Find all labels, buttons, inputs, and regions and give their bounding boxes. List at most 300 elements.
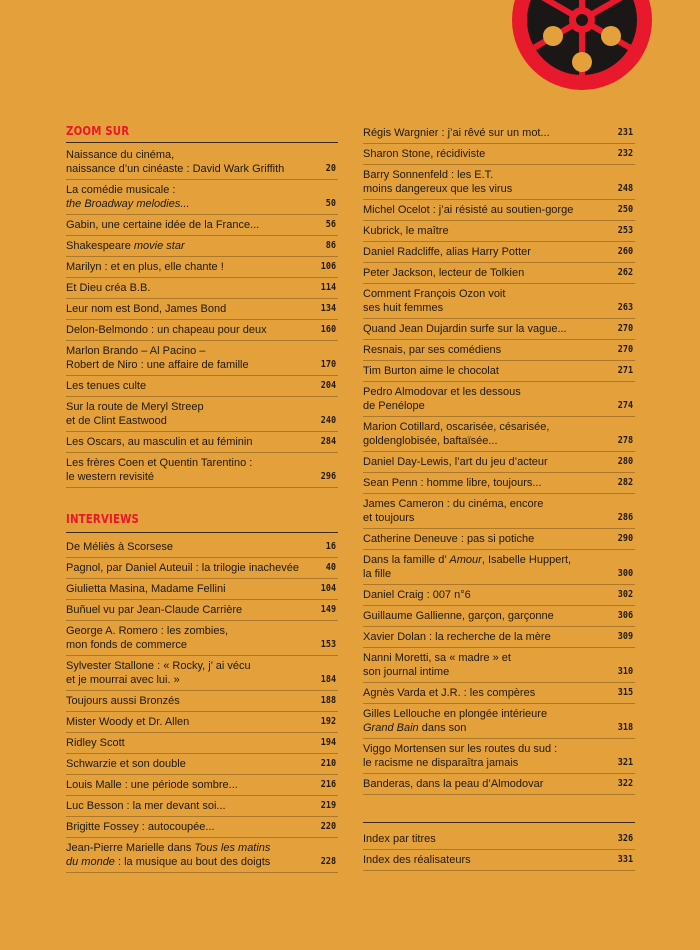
entry-divider bbox=[363, 738, 635, 739]
page-number: 331 bbox=[617, 854, 633, 865]
page-number: 309 bbox=[617, 631, 633, 642]
entry-text: Agnès Varda et J.R. : les compères bbox=[363, 687, 536, 699]
entry-divider bbox=[66, 795, 338, 796]
toc-entry[interactable] bbox=[363, 322, 635, 336]
entry-divider bbox=[363, 773, 635, 774]
toc-entry[interactable] bbox=[66, 260, 338, 274]
entry-title bbox=[363, 777, 603, 791]
entry-text: Catherine Deneuve : pas si potiche bbox=[363, 533, 535, 545]
page-number: 296 bbox=[320, 471, 336, 482]
entry-divider bbox=[66, 375, 338, 376]
entry-text: Viggo Mortensen sur les routes du sud : bbox=[363, 743, 558, 755]
entry-title bbox=[66, 435, 306, 449]
entry-title bbox=[363, 168, 603, 196]
entry-text: James Cameron : du cinéma, encore bbox=[363, 498, 544, 510]
toc-entry[interactable] bbox=[66, 435, 338, 449]
toc-entry[interactable] bbox=[363, 168, 635, 196]
entry-title bbox=[66, 456, 306, 484]
page-number: 290 bbox=[617, 533, 633, 544]
entry-title bbox=[66, 302, 306, 316]
entry-text: son journal intime bbox=[363, 666, 450, 678]
entry-divider bbox=[66, 396, 338, 397]
entry-divider bbox=[363, 360, 635, 361]
entry-title bbox=[363, 245, 603, 259]
entry-title bbox=[363, 497, 603, 525]
entry-divider bbox=[66, 599, 338, 600]
page-number: 284 bbox=[320, 436, 336, 447]
entry-text: Quand Jean Dujardin surfe sur la vague... bbox=[363, 323, 567, 335]
page-number: 263 bbox=[617, 302, 633, 313]
entry-divider bbox=[66, 340, 338, 341]
entry-title bbox=[363, 385, 603, 413]
page-number: 306 bbox=[617, 610, 633, 621]
entry-title bbox=[66, 400, 306, 428]
entry-text: Les tenues culte bbox=[66, 380, 147, 392]
entry-title bbox=[66, 799, 306, 813]
entry-title bbox=[66, 603, 306, 617]
entry-title bbox=[363, 742, 603, 770]
page-number: 16 bbox=[325, 541, 336, 552]
page-number: 231 bbox=[617, 127, 633, 138]
toc-entry[interactable] bbox=[363, 707, 635, 735]
entry-text: la fille bbox=[363, 568, 392, 580]
entry-title bbox=[363, 588, 603, 602]
entry-text: et toujours bbox=[363, 512, 415, 524]
entry-divider bbox=[66, 872, 338, 873]
entry-title bbox=[363, 532, 603, 546]
entry-title bbox=[66, 757, 306, 771]
toc-entry[interactable] bbox=[363, 420, 635, 448]
page-number: 216 bbox=[320, 779, 336, 790]
entry-divider bbox=[66, 298, 338, 299]
toc-entry[interactable] bbox=[363, 532, 635, 546]
entry-divider bbox=[66, 816, 338, 817]
toc-entry[interactable] bbox=[66, 281, 338, 295]
entry-divider bbox=[363, 381, 635, 382]
page-number: 194 bbox=[320, 737, 336, 748]
entry-text: Brigitte Fossey : autocoupée... bbox=[66, 821, 215, 833]
page-number: 56 bbox=[325, 219, 336, 230]
entry-divider bbox=[363, 220, 635, 221]
entry-text: Schwarzie et son double bbox=[66, 758, 186, 770]
toc-entry[interactable] bbox=[363, 224, 635, 238]
page-number: 106 bbox=[320, 261, 336, 272]
page-number: 204 bbox=[320, 380, 336, 391]
entry-text: le western revisité bbox=[66, 471, 155, 483]
entry-text: Robert de Niro : une affaire de famille bbox=[66, 359, 249, 371]
section-rule bbox=[66, 532, 338, 533]
entry-divider bbox=[66, 774, 338, 775]
page-number: 300 bbox=[617, 568, 633, 579]
entry-title bbox=[66, 715, 306, 729]
toc-entry[interactable] bbox=[66, 561, 338, 575]
toc-entry[interactable] bbox=[363, 245, 635, 259]
page-number: 278 bbox=[617, 435, 633, 446]
entry-text: Daniel Craig : 007 n°6 bbox=[363, 589, 471, 601]
page-number: 86 bbox=[325, 240, 336, 251]
entry-title bbox=[363, 287, 603, 315]
entry-title bbox=[363, 420, 603, 448]
entry-text: Peter Jackson, lecteur de Tolkien bbox=[363, 267, 525, 279]
toc-entry[interactable] bbox=[363, 287, 635, 315]
entry-divider bbox=[363, 283, 635, 284]
toc-entry[interactable] bbox=[363, 364, 635, 378]
toc-entry[interactable] bbox=[363, 476, 635, 490]
entry-text: ses huit femmes bbox=[363, 302, 444, 314]
entry-title bbox=[66, 778, 306, 792]
entry-text: Pedro Almodovar et les dessous bbox=[363, 386, 521, 398]
entry-text: dans son bbox=[421, 722, 467, 734]
entry-text: Daniel Radcliffe, alias Harry Potter bbox=[363, 246, 531, 258]
toc-entry[interactable] bbox=[363, 742, 635, 770]
entry-text: moins dangereux que les virus bbox=[363, 183, 513, 195]
toc-entry[interactable] bbox=[363, 266, 635, 280]
page-number: 210 bbox=[320, 758, 336, 769]
entry-title bbox=[363, 686, 603, 700]
entry-divider bbox=[363, 528, 635, 529]
entry-text: du monde bbox=[66, 856, 115, 868]
entry-title bbox=[66, 659, 306, 687]
toc-entry[interactable] bbox=[66, 183, 338, 211]
toc-entry[interactable] bbox=[66, 379, 338, 393]
entry-text: Gilles Lellouche en plongée intérieure bbox=[363, 708, 548, 720]
entry-title bbox=[66, 148, 306, 176]
toc-entry[interactable] bbox=[363, 609, 635, 623]
entry-text: Pagnol, par Daniel Auteuil : la trilogie inachevée bbox=[66, 562, 299, 574]
entry-divider bbox=[66, 487, 338, 488]
toc-entry[interactable] bbox=[363, 455, 635, 469]
entry-text: Naissance du cinéma, bbox=[66, 149, 175, 161]
entry-divider bbox=[66, 235, 338, 236]
entry-text: Les Oscars, au masculin et au féminin bbox=[66, 436, 253, 448]
toc-entry[interactable] bbox=[66, 820, 338, 834]
entry-divider bbox=[363, 143, 635, 144]
page-number: 250 bbox=[617, 204, 633, 215]
toc-entry[interactable] bbox=[66, 757, 338, 771]
entry-divider bbox=[66, 711, 338, 712]
entry-title bbox=[66, 344, 306, 372]
entry-title bbox=[66, 183, 306, 211]
page-number: 315 bbox=[617, 687, 633, 698]
toc-entry[interactable] bbox=[66, 456, 338, 484]
page-number: 104 bbox=[320, 583, 336, 594]
page-number: 240 bbox=[320, 415, 336, 426]
entry-text: goldenglobisée, baftaïsée... bbox=[363, 435, 498, 447]
entry-text: Marion Cotillard, oscarisée, césarisée, bbox=[363, 421, 550, 433]
page-number: 282 bbox=[617, 477, 633, 488]
entry-title bbox=[66, 218, 306, 232]
toc-entry[interactable] bbox=[66, 302, 338, 316]
entry-divider bbox=[66, 753, 338, 754]
entry-divider bbox=[66, 319, 338, 320]
entry-text: Dans la famille d’ bbox=[363, 554, 447, 566]
page-number: 260 bbox=[617, 246, 633, 257]
entry-divider bbox=[363, 794, 635, 795]
entry-title bbox=[363, 553, 603, 581]
entry-divider bbox=[363, 164, 635, 165]
entry-title bbox=[363, 651, 603, 679]
entry-title bbox=[363, 364, 603, 378]
toc-entry[interactable] bbox=[66, 148, 338, 176]
entry-text: Louis Malle : une période sombre... bbox=[66, 779, 238, 791]
page-number: 262 bbox=[617, 267, 633, 278]
entry-divider bbox=[363, 584, 635, 585]
entry-title bbox=[363, 455, 603, 469]
entry-title bbox=[363, 322, 603, 336]
toc-entry[interactable] bbox=[66, 694, 338, 708]
entry-text: Sharon Stone, récidiviste bbox=[363, 148, 486, 160]
page-number: 153 bbox=[320, 639, 336, 650]
entry-text: Sur la route de Meryl Streep bbox=[66, 401, 204, 413]
page-number: 322 bbox=[617, 778, 633, 789]
toc-entry[interactable] bbox=[363, 126, 635, 140]
entry-text: Sylvester Stallone : « Rocky, j’ ai vécu bbox=[66, 660, 251, 672]
entry-text: de Penélope bbox=[363, 400, 425, 412]
page-number: 253 bbox=[617, 225, 633, 236]
toc-entry[interactable] bbox=[66, 540, 338, 554]
toc-entry[interactable] bbox=[66, 841, 338, 869]
toc-entry[interactable] bbox=[363, 385, 635, 413]
entry-text: Nanni Moretti, sa « madre » et bbox=[363, 652, 511, 664]
page-number: 20 bbox=[325, 163, 336, 174]
entry-title bbox=[363, 707, 603, 735]
entry-title bbox=[66, 281, 306, 295]
entry-title bbox=[66, 736, 306, 750]
entry-text: Michel Ocelot : j’ai résisté au soutien-gorge bbox=[363, 204, 574, 216]
page-number: 219 bbox=[320, 800, 336, 811]
entry-text: Giulietta Masina, Madame Fellini bbox=[66, 583, 226, 595]
entry-text: Gabin, une certaine idée de la France... bbox=[66, 219, 260, 231]
page-number: 274 bbox=[617, 400, 633, 411]
entry-text: movie star bbox=[133, 240, 185, 252]
entry-divider bbox=[363, 870, 635, 871]
entry-divider bbox=[66, 620, 338, 621]
entry-text: Les frères Coen et Quentin Tarentino : bbox=[66, 457, 253, 469]
page-number: 228 bbox=[320, 856, 336, 867]
entry-text: naissance d’un cinéaste : David Wark Griffith bbox=[66, 163, 285, 175]
toc-entry[interactable] bbox=[66, 218, 338, 232]
entry-text: Comment François Ozon voit bbox=[363, 288, 506, 300]
toc-entry[interactable] bbox=[66, 624, 338, 652]
toc-entry[interactable] bbox=[363, 832, 635, 846]
entry-divider bbox=[66, 655, 338, 656]
entry-text: De Méliès à Scorsese bbox=[66, 541, 173, 553]
page-number: 270 bbox=[617, 323, 633, 334]
toc-entry[interactable] bbox=[66, 799, 338, 813]
entry-text: Barry Sonnenfeld : les E.T. bbox=[363, 169, 494, 181]
toc-entry[interactable] bbox=[66, 603, 338, 617]
entry-text: Toujours aussi Bronzés bbox=[66, 695, 180, 707]
toc-entry[interactable] bbox=[363, 203, 635, 217]
page-number: 220 bbox=[320, 821, 336, 832]
entry-title bbox=[66, 379, 306, 393]
entry-text: Kubrick, le maître bbox=[363, 225, 449, 237]
entry-text: Tous les matins bbox=[194, 842, 271, 854]
entry-text: Sean Penn : homme libre, toujours... bbox=[363, 477, 542, 489]
entry-text: Buñuel vu par Jean-Claude Carrière bbox=[66, 604, 243, 616]
entry-text: the Broadway melodies... bbox=[66, 198, 190, 210]
entry-divider bbox=[363, 626, 635, 627]
toc-entry[interactable] bbox=[66, 778, 338, 792]
page-number: 50 bbox=[325, 198, 336, 209]
entry-text: Leur nom est Bond, James Bond bbox=[66, 303, 227, 315]
entry-title bbox=[66, 820, 306, 834]
entry-title bbox=[363, 343, 603, 357]
entry-text: Banderas, dans la peau d’Almodovar bbox=[363, 778, 544, 790]
entry-divider bbox=[66, 277, 338, 278]
entry-divider bbox=[363, 262, 635, 263]
toc-entry[interactable] bbox=[363, 630, 635, 644]
entry-divider bbox=[363, 849, 635, 850]
entry-title bbox=[66, 540, 306, 554]
entry-text: Luc Besson : la mer devant soi... bbox=[66, 800, 226, 812]
toc-entry[interactable] bbox=[66, 715, 338, 729]
entry-divider bbox=[66, 256, 338, 257]
entry-text: Delon-Belmondo : un chapeau pour deux bbox=[66, 324, 267, 336]
page-number: 170 bbox=[320, 359, 336, 370]
entry-title bbox=[66, 624, 306, 652]
page-number: 188 bbox=[320, 695, 336, 706]
entry-text: le racisme ne disparaîtra jamais bbox=[363, 757, 519, 769]
entry-text: Jean-Pierre Marielle dans bbox=[66, 842, 192, 854]
toc-entry[interactable] bbox=[66, 582, 338, 596]
entry-divider bbox=[363, 605, 635, 606]
entry-divider bbox=[66, 732, 338, 733]
toc-entry[interactable] bbox=[363, 686, 635, 700]
entry-text: : la musique au bout des doigts bbox=[118, 856, 271, 868]
toc-entry[interactable] bbox=[363, 588, 635, 602]
entry-text: Et Dieu créa B.B. bbox=[66, 282, 151, 294]
entry-text: Guillaume Gallienne, garçon, garçonne bbox=[363, 610, 554, 622]
entry-title bbox=[363, 147, 603, 161]
entry-text: Xavier Dolan : la recherche de la mère bbox=[363, 631, 551, 643]
page-number: 192 bbox=[320, 716, 336, 727]
section-rule bbox=[66, 142, 338, 143]
entry-divider bbox=[363, 703, 635, 704]
section-rule bbox=[363, 822, 635, 823]
entry-title bbox=[363, 224, 603, 238]
entry-text: Ridley Scott bbox=[66, 737, 125, 749]
entry-title bbox=[66, 323, 306, 337]
page-number: 114 bbox=[320, 282, 336, 293]
section-title-interviews: INTERVIEWS bbox=[66, 512, 140, 526]
page-number: 326 bbox=[617, 833, 633, 844]
entry-text: Marlon Brando – Al Pacino – bbox=[66, 345, 206, 357]
entry-text: Index des réalisateurs bbox=[363, 854, 471, 866]
toc-entry[interactable] bbox=[66, 239, 338, 253]
entry-title bbox=[363, 266, 603, 280]
toc-entry[interactable] bbox=[363, 853, 635, 867]
entry-title bbox=[363, 476, 603, 490]
entry-title bbox=[363, 126, 603, 140]
page-number: 248 bbox=[617, 183, 633, 194]
page-number: 160 bbox=[320, 324, 336, 335]
entry-divider bbox=[363, 493, 635, 494]
toc-entry[interactable] bbox=[66, 400, 338, 428]
entry-text: et je mourrai avec lui. » bbox=[66, 674, 180, 686]
entry-divider bbox=[363, 472, 635, 473]
entry-title bbox=[363, 203, 603, 217]
toc-entry[interactable] bbox=[363, 147, 635, 161]
entry-divider bbox=[363, 647, 635, 648]
entry-text: Index par titres bbox=[363, 833, 436, 845]
page-number: 184 bbox=[320, 674, 336, 685]
toc-entry[interactable] bbox=[363, 777, 635, 791]
entry-divider bbox=[66, 690, 338, 691]
entry-text: La comédie musicale : bbox=[66, 184, 176, 196]
entry-text: et de Clint Eastwood bbox=[66, 415, 167, 427]
entry-title bbox=[363, 630, 603, 644]
entry-divider bbox=[363, 241, 635, 242]
entry-text: George A. Romero : les zombies, bbox=[66, 625, 229, 637]
entry-divider bbox=[363, 451, 635, 452]
entry-divider bbox=[363, 682, 635, 683]
entry-divider bbox=[66, 578, 338, 579]
page-number: 40 bbox=[325, 562, 336, 573]
entry-title bbox=[363, 832, 603, 846]
section-title-zoom-sur: ZOOM SUR bbox=[66, 124, 130, 138]
entry-divider bbox=[66, 837, 338, 838]
film-reel-icon bbox=[508, 0, 656, 95]
entry-title bbox=[66, 582, 306, 596]
entry-divider bbox=[66, 214, 338, 215]
entry-title bbox=[66, 841, 306, 869]
page-number: 318 bbox=[617, 722, 633, 733]
toc-entry[interactable] bbox=[363, 343, 635, 357]
page-number: 149 bbox=[320, 604, 336, 615]
entry-text: Marilyn : et en plus, elle chante ! bbox=[66, 261, 224, 273]
entry-divider bbox=[363, 318, 635, 319]
toc-entry[interactable] bbox=[66, 323, 338, 337]
entry-divider bbox=[66, 431, 338, 432]
entry-text: , Isabelle Huppert, bbox=[481, 554, 572, 566]
entry-text: Amour bbox=[449, 554, 482, 566]
toc-entry[interactable] bbox=[363, 651, 635, 679]
page-number: 271 bbox=[617, 365, 633, 376]
entry-text: Daniel Day-Lewis, l’art du jeu d’acteur bbox=[363, 456, 548, 468]
toc-entry[interactable] bbox=[66, 736, 338, 750]
entry-title bbox=[66, 260, 306, 274]
page-number: 310 bbox=[617, 666, 633, 677]
entry-title bbox=[363, 853, 603, 867]
entry-text: Mister Woody et Dr. Allen bbox=[66, 716, 190, 728]
page-number: 270 bbox=[617, 344, 633, 355]
toc-entry[interactable] bbox=[363, 553, 635, 581]
page-number: 321 bbox=[617, 757, 633, 768]
page-number: 232 bbox=[617, 148, 633, 159]
entry-text: Grand Bain bbox=[363, 722, 419, 734]
entry-divider bbox=[363, 339, 635, 340]
entry-title bbox=[66, 239, 306, 253]
page-number: 134 bbox=[320, 303, 336, 314]
entry-title bbox=[363, 609, 603, 623]
entry-divider bbox=[66, 557, 338, 558]
page-number: 302 bbox=[617, 589, 633, 600]
entry-divider bbox=[363, 416, 635, 417]
entry-divider bbox=[363, 199, 635, 200]
entry-title bbox=[66, 694, 306, 708]
toc-entry[interactable] bbox=[66, 344, 338, 372]
toc-entry[interactable] bbox=[363, 497, 635, 525]
entry-text: mon fonds de commerce bbox=[66, 639, 188, 651]
entry-divider bbox=[66, 452, 338, 453]
entry-divider bbox=[66, 179, 338, 180]
entry-text: Resnais, par ses comédiens bbox=[363, 344, 502, 356]
toc-entry[interactable] bbox=[66, 659, 338, 687]
entry-divider bbox=[363, 549, 635, 550]
entry-text: Shakespeare bbox=[66, 240, 131, 252]
entry-text: Régis Wargnier : j’ai rêvé sur un mot... bbox=[363, 127, 550, 139]
